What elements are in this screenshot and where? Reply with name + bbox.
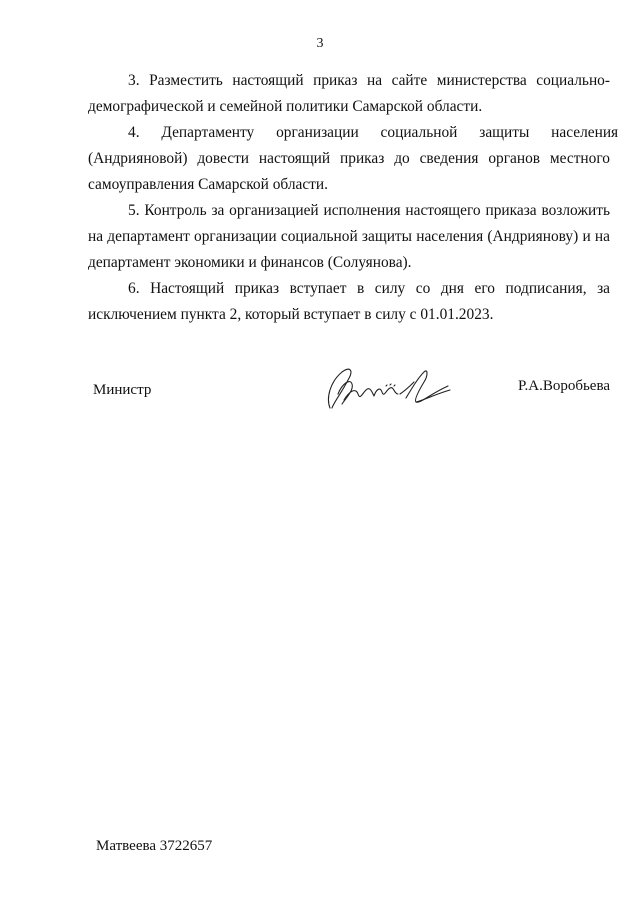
signature-block: [88, 378, 610, 438]
paragraph-item-4: [88, 120, 619, 198]
paragraph-line: 5. Контроль за организацией исполнения настоящего приказа возложить: [128, 202, 610, 219]
paragraph-line: 3. Разместить настоящий приказ на сайте министерства социально-: [128, 72, 610, 89]
paragraph-line: 6. Настоящий приказ вступает в силу со дня его подписания, за: [128, 280, 610, 297]
paragraph-line: (Андрияновой) довести настоящий приказ до сведения органов местного: [88, 150, 610, 167]
paragraph-line: демографической и семейной политики Самарской области.: [88, 98, 483, 115]
footer-contact: Матвеева 3722657: [96, 838, 213, 854]
paragraph-item-6: [88, 276, 610, 328]
paragraph-line: 4. Департаменту организации социальной защиты населения: [128, 124, 619, 141]
paragraph-item-3: [88, 68, 610, 120]
paragraph-item-5: [88, 198, 610, 276]
signatory-title: Министр: [93, 382, 152, 398]
page-number: 3: [316, 36, 324, 51]
paragraph-line: на департамент организации социальной защиты населения (Андриянову) и на: [88, 228, 610, 245]
paragraph-line: самоуправления Самарской области.: [88, 176, 328, 193]
signatory-name: Р.А.Воробьева: [518, 378, 610, 394]
handwritten-signature-mark: [320, 364, 452, 416]
paragraph-line: исключением пункта 2, который вступает в силу с 01.01.2023.: [88, 306, 494, 323]
paragraph-line: департамент экономики и финансов (Солуянова).: [88, 254, 412, 271]
document-body: [88, 68, 619, 328]
